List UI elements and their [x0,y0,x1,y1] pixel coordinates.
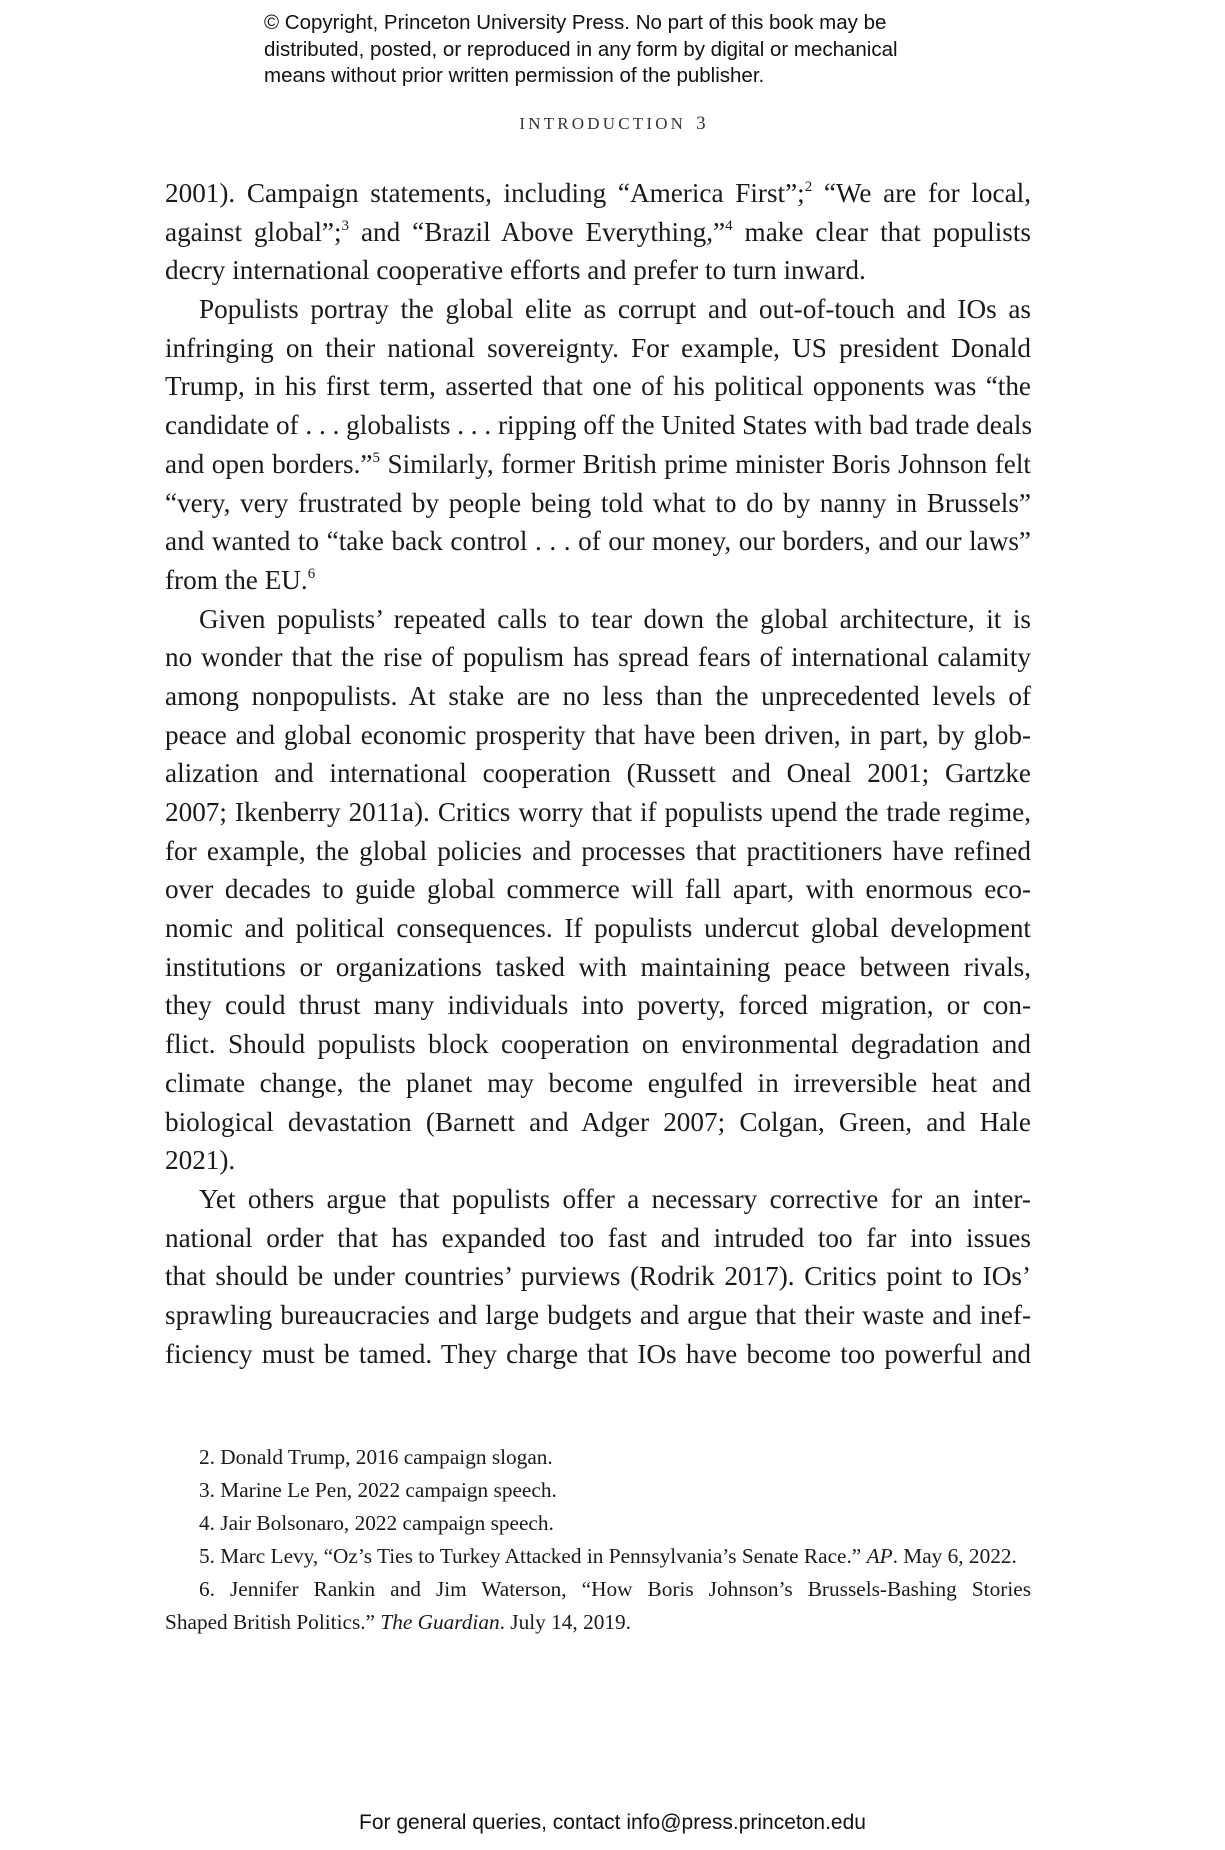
footnote-ref[interactable]: 2 [804,179,813,195]
text-line: national order that has expanded too fast and intruded too far into issues [165,1222,1031,1253]
text-line: Yet others argue that populists offer a necessary corrective for an inter- [199,1183,1031,1214]
footnotes [165,1441,1031,1639]
page-number: 3 [696,113,706,134]
text-line: sprawling bureaucracies and large budgets and argue that their waste and inef- [165,1299,1031,1330]
copyright-line: distributed, posted, or reproduced in any form by digital or mechanical [264,37,898,61]
paragraph-1 [165,174,1031,290]
copyright-notice [264,10,1024,90]
footnote-ref[interactable]: 3 [341,217,350,234]
running-head [0,113,1225,135]
text-line: nomic and political consequences. If populists undercut global development [165,913,1031,944]
text-line: Given populists’ repeated calls to tear down the global architecture, it is [199,603,1031,634]
text-line: from the EU.$^6$ [165,564,316,595]
footnote-ref[interactable]: 6 [307,565,316,582]
paragraph-3 [165,600,1031,1180]
text-line: candidate of . . . globalists . . . ripping off the United States with bad trade deals [165,410,1033,441]
footnote-ref[interactable]: 4 [725,217,733,234]
text-line: 2021). [165,1145,236,1176]
text-line: biological devastation (Barnett and Adger 2007; Colgan, Green, and Hale [165,1106,1031,1137]
footnote-ref[interactable]: 5 [372,449,380,466]
text-line: Populists portray the global elite as corrupt and out-of-touch and IOs as [199,294,1031,325]
text-line: they could thrust many individuals into poverty, forced migration, or con- [165,990,1031,1021]
text-line: alization and international cooperation (Russett and Oneal 2001; Gartzke [165,758,1031,789]
copyright-line: © Copyright, Princeton University Press. No part of this book may be [264,11,887,34]
text-line: flict. Should populists block cooperation on environmental degradation and [165,1029,1031,1060]
footnote-6-continued: Shaped British Politics.” The Guardian. July 14, 2019. [165,1610,631,1634]
text-line: among nonpopulists. At stake are no less than the unprecedented levels of [165,680,1031,711]
text-line: decry international cooperative efforts and prefer to turn inward. [165,255,866,286]
paragraph-4 [165,1180,1031,1373]
running-head-title: INTRODUCTION [519,114,687,133]
footnote-4: 4. Jair Bolsonaro, 2022 campaign speech. [199,1511,554,1535]
text-line: 2007; Ikenberry 2011a). Critics worry that if populists upend the trade regime, [165,797,1031,827]
body-text [165,174,1031,1373]
copyright-line: means without prior written permission of the publisher. [264,64,765,87]
text-line: that should be under countries’ purviews (Rodrik 2017). Critics point to IOs’ [165,1261,1031,1292]
footnote-5: 5. Marc Levy, “Oz’s Ties to Turkey Attacked in Pennsylvania’s Senate Race.” AP. May 6, 2022. [199,1544,1017,1568]
text-line: no wonder that the rise of populism has spread fears of international calamity [165,642,1031,673]
text-line: “very, very frustrated by people being told what to do by nanny in Brussels” [165,487,1031,518]
text-line: ficiency must be tamed. They charge that IOs have become too powerful and [165,1338,1031,1369]
footnote-3: 3. Marine Le Pen, 2022 campaign speech. [199,1478,557,1502]
text-line: and wanted to “take back control . . . of our money, our borders, and our laws” [165,526,1031,557]
text-line: peace and global economic prosperity that have been driven, in part, by glob- [165,719,1031,750]
text-line: for example, the global policies and processes that practitioners have refined [165,835,1031,866]
footnote-6: 6. Jennifer Rankin and Jim Waterson, “How Boris Johnson’s Brussels-Bashing Stories [199,1577,1031,1601]
text-line: infringing on their national sovereignty. For example, US president Donald [165,332,1031,363]
paragraph-2 [165,290,1031,600]
text-line: 2001). Campaign statements, including “America First”;$^2$ “We are for local, [165,178,1032,208]
text-line: against global”;$^3$ and “Brazil Above Everything,”$^4$ make clear that populists [165,216,1031,247]
text-line: Trump, in his first term, asserted that one of his political opponents was “the [165,371,1031,402]
text-line: and open borders.”$^5$ Similarly, former British prime minister Boris Johnson felt [165,448,1031,479]
footnote-2: 2. Donald Trump, 2016 campaign slogan. [199,1445,553,1469]
text-line: over decades to guide global commerce will fall apart, with enormous eco- [165,874,1031,905]
footer-contact: For general queries, contact info@press.princeton.edu [359,1811,866,1834]
text-line: climate change, the planet may become engulfed in irreversible heat and [165,1067,1031,1098]
text-line: institutions or organizations tasked with maintaining peace between rivals, [165,951,1031,982]
